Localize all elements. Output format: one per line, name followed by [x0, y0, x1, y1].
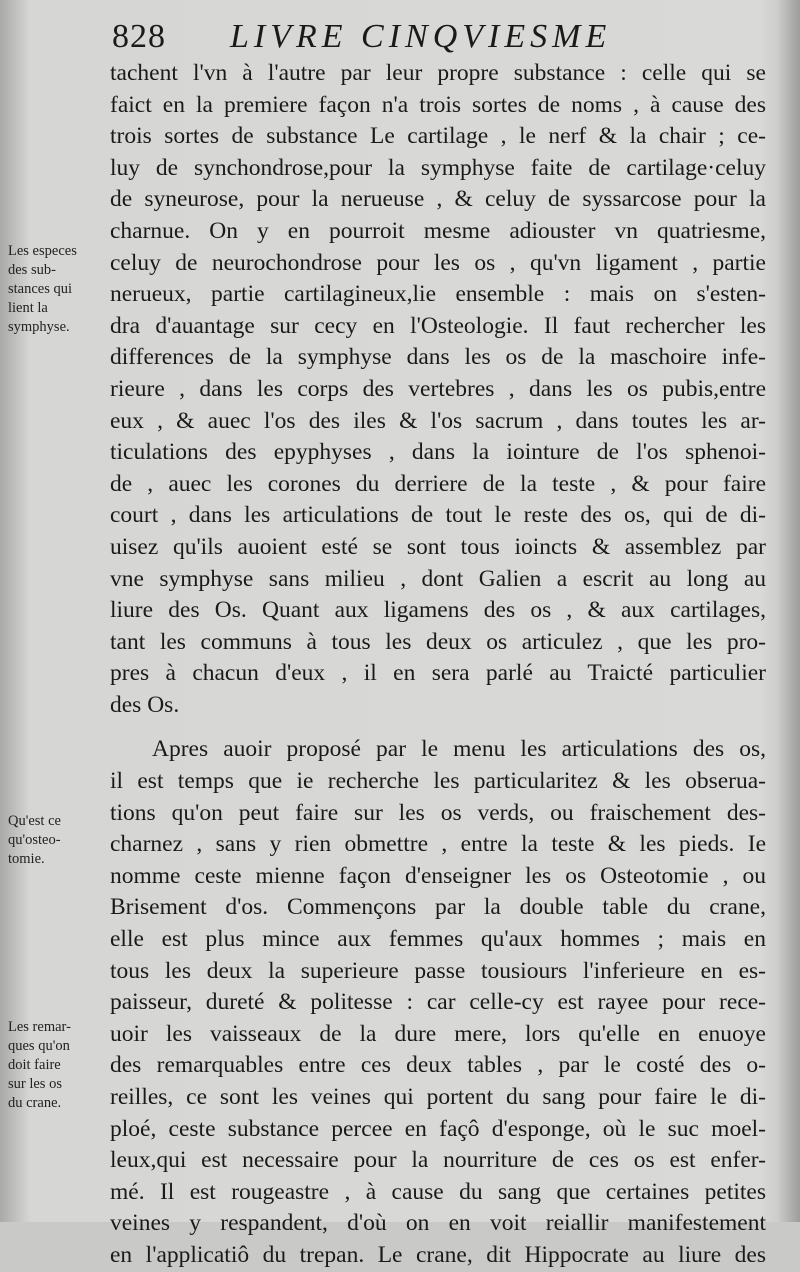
text-line: mé. Il est rougeastre , à cause du sang que certaines petites	[110, 1178, 766, 1205]
text-line: tachent l'vn à l'autre par leur propre substance : celle qui se	[110, 60, 766, 86]
margin-note-remarques	[8, 1018, 108, 1113]
margin-note-line: qu'osteo-	[8, 832, 61, 848]
text-line: paisseur, dureté & politesse : car celle-cy est rayee pour rece-	[110, 989, 766, 1016]
margin-note-line: doit faire	[8, 1057, 61, 1073]
paragraph-gap	[110, 721, 766, 734]
text-line: faict en la premiere façon n'a trois sortes de noms , à cause des	[110, 91, 766, 118]
text-line: de syneurose, pour la nerueuse , & celuy de syssarcose pour la	[110, 186, 766, 213]
paragraph-1	[110, 58, 766, 721]
margin-note-line: sur les os	[8, 1076, 62, 1092]
text-line: des Os.	[110, 691, 180, 718]
text-line: celuy de neurochondrose pour les os , qu'vn ligament , partie	[110, 249, 766, 276]
margin-note-osteotomie	[8, 812, 108, 869]
text-line: ploé, ceste substance percee en façô d'esponge, où le suc moel-	[110, 1115, 766, 1142]
text-line: dra d'auantage sur cecy en l'Osteologie. Il faut rechercher les	[110, 312, 766, 339]
text-line: eux , & auec l'os des iles & l'os sacrum , dans toutes les ar-	[110, 407, 766, 434]
text-line: vne symphyse sans milieu , dont Galien a escrit au long au	[110, 565, 766, 592]
text-line: court , dans les articulations de tout le reste des os, qui de di-	[110, 502, 766, 529]
page-number: 828	[112, 18, 166, 55]
text-line: Brisement d'os. Commençons par la double table du crane,	[110, 894, 766, 921]
text-line: reilles, ce sont les veines qui portent du sang pour faire le di-	[110, 1084, 766, 1110]
page-header	[112, 18, 712, 58]
margin-note-line: Qu'est ce	[8, 813, 61, 829]
text-line: Apres auoir proposé par le menu les articulations des os,	[152, 736, 766, 763]
margin-note-line: ques qu'on	[8, 1038, 70, 1054]
body-text	[110, 58, 766, 1272]
margin-note-line: stances qui	[8, 281, 73, 297]
text-line: luy de synchondrose,pour la symphyse faite de cartilage·celuy	[110, 154, 766, 181]
margin-note-especes	[8, 242, 108, 337]
margin-note-line: des sub-	[8, 262, 56, 278]
margin-note-line: du crane.	[8, 1095, 62, 1111]
text-line: de , auec les corones du derriere de la teste , & pour faire	[110, 470, 766, 497]
text-line: en l'applicatiô du trepan. Le crane, dit Hippocrate au liure des	[110, 1241, 766, 1268]
margin-note-line: symphyse.	[8, 319, 70, 335]
page-edge-shadow	[778, 0, 800, 1222]
text-line: nerueux, partie cartilagineux,lie ensemble : mais on s'esten-	[110, 281, 766, 308]
text-line: charnue. On y en pourroit mesme adiouster vn quatriesme,	[110, 217, 766, 244]
margin-note-line: lient la	[8, 300, 48, 316]
text-line: tions qu'on peut faire sur les os verds, ou fraischement des-	[110, 799, 766, 826]
margin-note-line: Les especes	[8, 243, 77, 259]
margin-note-line: Les remar-	[8, 1019, 71, 1035]
text-line: differences de la symphyse dans les os de la maschoire infe-	[110, 344, 766, 371]
paragraph-2	[110, 734, 766, 1271]
text-line: liure des Os. Quant aux ligamens des os , & aux cartilages,	[110, 597, 766, 624]
text-line: pres à chacun d'eux , il en sera parlé au Traicté particulier	[110, 660, 766, 687]
text-line: elle est plus mince aux femmes qu'aux hommes ; mais en	[110, 926, 766, 953]
text-line: ticulations des epyphyses , dans la iointure de l'os sphenoi-	[110, 439, 766, 466]
text-line: uoir les vaisseaux de la dure mere, lors qu'elle en enuoye	[110, 1020, 766, 1047]
text-line: il est temps que ie recherche les particularitez & les obserua-	[110, 768, 766, 795]
text-line: uisez qu'ils auoient esté se sont tous ioincts & assemblez par	[110, 533, 766, 560]
text-line: charnez , sans y rien obmettre , entre la teste & les pieds. Ie	[110, 831, 766, 858]
margin-note-line: tomie.	[8, 851, 45, 867]
text-line: trois sortes de substance Le cartilage , le nerf & la chair ; ce-	[110, 123, 766, 150]
text-line: des remarquables entre ces deux tables , par le costé des o-	[110, 1052, 766, 1079]
text-line: leux,qui est necessaire pour la nourriture de ces os est enfer-	[110, 1147, 766, 1174]
text-line: tant les communs à tous les deux os articulez , que les pro-	[110, 628, 766, 655]
text-line: tous les deux la superieure passe tousiours l'inferieure en es-	[110, 957, 766, 984]
text-line: nomme ceste mienne façon d'enseigner les os Osteotomie , ou	[110, 862, 766, 889]
text-line: veines y respandent, d'où on en voit reiallir manifestement	[110, 1210, 766, 1237]
running-title: LIVRE CINQVIESME	[230, 18, 612, 55]
text-line: rieure , dans les corps des vertebres , dans les os pubis,entre	[110, 375, 766, 402]
